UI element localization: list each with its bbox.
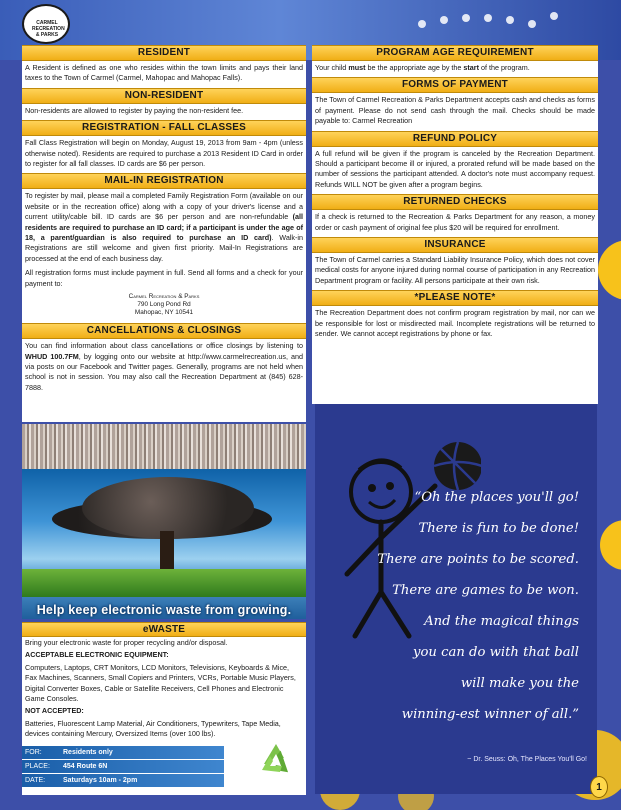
age-text bbox=[312, 61, 598, 77]
quote-line: winning-est winner of all.” bbox=[401, 707, 579, 722]
ewaste-intro: Bring your electronic waste for proper recycling and/or disposal. bbox=[25, 638, 228, 647]
decorative-dot bbox=[462, 14, 470, 22]
payment-text: The Town of Carmel Recreation & Parks Department accepts cash and checks as forms of payment. Please do not send cash through the mail. Checks should be made payable to: Carmel Recreation bbox=[315, 95, 595, 126]
accepted-heading: ACCEPTABLE ELECTRONIC EQUIPMENT: bbox=[25, 650, 169, 660]
decorative-flower bbox=[598, 240, 621, 300]
nonresident-text: Non-residents are allowed to register by paying the non-resident fee. bbox=[25, 105, 244, 115]
cancellations-text bbox=[22, 339, 306, 397]
insurance-text: The Town of Carmel carries a Standard Liability Insurance Policy, which does not cover medical costs for anyone injured during normal course of participation in any Recreation Department program or facility. All persons participate at their own risk. bbox=[315, 255, 595, 285]
age-text-part3: of the program. bbox=[479, 63, 530, 72]
age-text-part1: Your child bbox=[315, 63, 349, 72]
ewaste-heading: eWASTE bbox=[22, 622, 306, 637]
recycle-icon bbox=[256, 740, 296, 780]
ewaste-info-table bbox=[22, 746, 224, 788]
info-value: 454 Route 6N bbox=[63, 763, 108, 770]
refund-text: A full refund will be given if the program is canceled by the Recreation Department. Should a participant become ill or injured, a prorated refund will be made based on the number of sessions the participant attended. A doctor's note must accompany request. Refunds WILL NOT be given after a program begins. bbox=[315, 148, 595, 189]
cancellations-text-part1: You can find information about class cancellations or office closings by listening to bbox=[25, 341, 303, 351]
left-info-column bbox=[22, 45, 306, 422]
mailin-id-requirement: (all residents are required to purchase an ID card; if a participant is under the age of 18, a parent/guardian is also required to purchase an ID card) bbox=[25, 212, 303, 243]
not-accepted-list: Batteries, Fluorescent Lamp Material, Air Conditioners, Typewriters, Tape Media, devices containing Mercury, Oversized Items (over 100 lbs). bbox=[25, 718, 281, 739]
returned-checks-text: If a check is returned to the Recreation & Parks Department for any reason, a money order or cash payment of original fee plus $20 will be required for enrollment. bbox=[315, 212, 595, 232]
ewaste-tree-image bbox=[22, 469, 306, 619]
registration-text: Fall Class Registration will begin on Monday, August 19, 2013 from 9am - 4pm (unless otherwise noted). Residents are required to purchase a 2013 Resident ID Card in order to register for all fall classes. ID cards are $6 per person. bbox=[25, 138, 303, 169]
tree-canopy-top-icon bbox=[82, 477, 254, 539]
quote-attribution: ~ Dr. Seuss: Oh, The Places You'll Go! bbox=[467, 756, 587, 763]
ewaste-banner-text: Help keep electronic waste from growing. bbox=[36, 603, 292, 617]
please-note-text: The Recreation Department does not confirm program registration by mail, nor can we be responsible for lost or misdirected mail. Incomplete registrations will be returned to sender. We cannot accept registrations by phone or fax. bbox=[315, 308, 595, 339]
quote-line: There are games to be won. bbox=[392, 583, 579, 598]
right-info-column bbox=[312, 45, 598, 404]
age-text-start: start bbox=[463, 63, 479, 72]
quote-line: “Oh the places you'll go! bbox=[414, 490, 579, 505]
info-row-date bbox=[22, 774, 224, 787]
nonresident-heading: NON-RESIDENT bbox=[22, 88, 306, 104]
insurance-heading: INSURANCE bbox=[312, 237, 598, 253]
address-line-3: Mahopac, NY 10541 bbox=[134, 309, 194, 317]
logo-text: CARMEL RECREATION & PARKS bbox=[32, 20, 65, 38]
not-accepted-heading: NOT ACCEPTED: bbox=[25, 706, 84, 716]
info-label: DATE: bbox=[25, 777, 46, 784]
mailin-text bbox=[22, 189, 306, 268]
radio-station: WHUD 100.7FM bbox=[25, 351, 79, 361]
address-line-2: 790 Long Pond Rd bbox=[137, 301, 191, 309]
grass-icon bbox=[22, 569, 306, 597]
quote-line: And the magical things bbox=[424, 614, 579, 629]
quote-line: you can do with that ball bbox=[413, 645, 579, 660]
age-text-must: must bbox=[348, 63, 366, 72]
mailin-text-part2: . Walk-in Registrations are still welcome and given first priority. Mail-In Registrations are processed at the end of each business day. bbox=[25, 233, 303, 263]
decorative-dot bbox=[440, 16, 448, 24]
quote-line: There are points to be scored. bbox=[377, 552, 579, 567]
payment-heading: FORMS OF PAYMENT bbox=[312, 77, 598, 93]
info-row-place bbox=[22, 760, 224, 773]
info-label: FOR: bbox=[25, 749, 42, 756]
info-row-for bbox=[22, 746, 224, 759]
decorative-dot bbox=[528, 20, 536, 28]
mailin-payment-text: All registration forms must include payment in full. Send all forms and a check for your payment to: bbox=[25, 268, 303, 288]
mailing-address bbox=[22, 293, 306, 323]
mailin-heading: MAIL-IN REGISTRATION bbox=[22, 173, 306, 189]
refund-heading: REFUND POLICY bbox=[312, 131, 598, 147]
decorative-dot bbox=[418, 20, 426, 28]
decorative-dot bbox=[484, 14, 492, 22]
decorative-flower bbox=[600, 520, 621, 570]
please-note-heading: *PLEASE NOTE* bbox=[312, 290, 598, 306]
ewaste-section bbox=[22, 622, 306, 795]
quote-line: There is fun to be done! bbox=[418, 521, 579, 536]
quote-panel bbox=[315, 404, 597, 794]
page-number: 1 bbox=[590, 776, 608, 798]
resident-text: A Resident is defined as one who resides within the town limits and pays their land taxes to the Town of Carmel (Carmel, Mahopac and Mahopac Falls). bbox=[25, 63, 303, 83]
cancellations-heading: CANCELLATIONS & CLOSINGS bbox=[22, 323, 306, 339]
age-text-part2: be the appropriate age by the bbox=[365, 63, 464, 72]
info-value: Saturdays 10am - 2pm bbox=[63, 777, 138, 784]
info-value: Residents only bbox=[63, 749, 113, 756]
decorative-dot bbox=[550, 12, 558, 20]
carmel-logo bbox=[22, 4, 70, 44]
info-label: PLACE: bbox=[25, 763, 50, 770]
address-line-1: Carmel Recreation & Parks bbox=[128, 293, 200, 301]
decorative-dot bbox=[506, 16, 514, 24]
returned-checks-heading: RETURNED CHECKS bbox=[312, 194, 598, 210]
registration-heading: REGISTRATION - FALL CLASSES bbox=[22, 120, 306, 136]
quote-line: will make you the bbox=[460, 676, 579, 691]
age-heading: PROGRAM AGE REQUIREMENT bbox=[312, 45, 598, 61]
cancellations-text-part2: , by logging onto our website at http://www.carmelrecreation.us, and via posts on our Facebook and Twitter pages. Generally, programs are not held when school is not in session. You may also call the Recreation Department at (845) 628-7888. bbox=[25, 351, 303, 392]
mailin-text-part1: To register by mail, please mail a completed Family Registration Form (available on our website or in the recreation office) along with a copy of your driver's license and a current utility/cable bill. ID cards are $6 per person and are non-refundable bbox=[25, 191, 303, 222]
decorative-stripe bbox=[22, 424, 306, 469]
accepted-list: Computers, Laptops, CRT Monitors, LCD Monitors, Televisions, Keyboards & Mice, Fax Machines, Scanners, Small Copiers and Printers, VCRs, Portable Music Players, Digital Converter Boxes, Cable or Satellite Receivers, Cell Phones and Electronic Game Consoles. bbox=[25, 662, 296, 704]
resident-heading: RESIDENT bbox=[22, 45, 306, 61]
